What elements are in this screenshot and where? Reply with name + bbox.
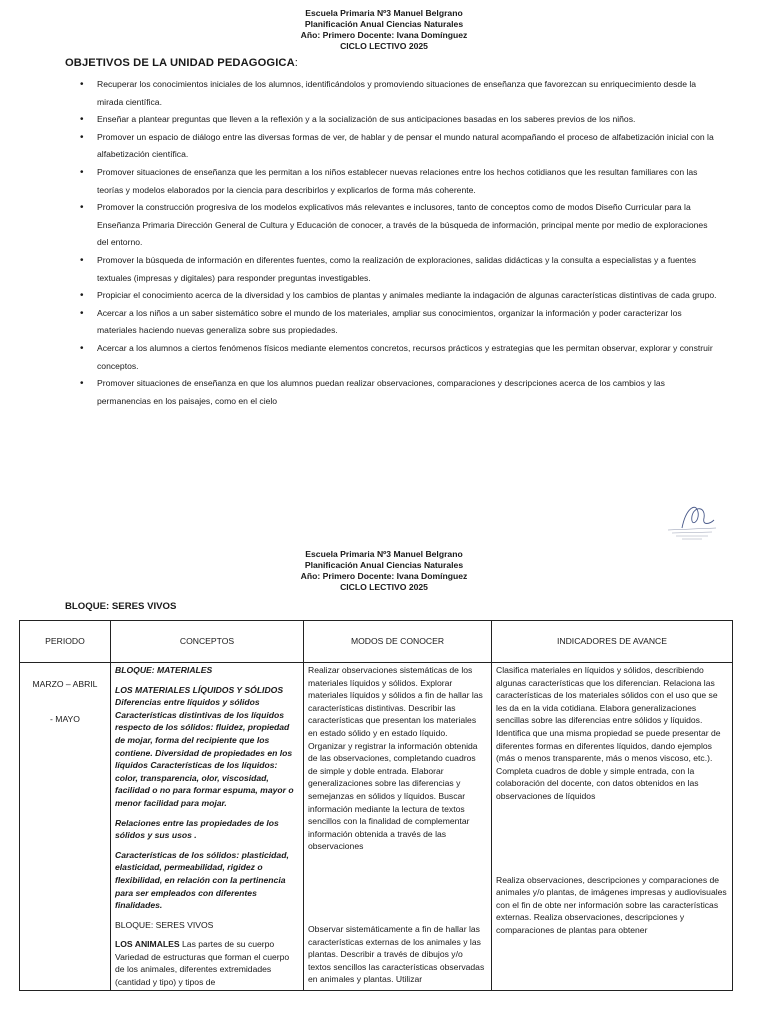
school-cycle: CICLO LECTIVO 2025 [340, 41, 428, 51]
signature-stamp-icon [662, 498, 722, 543]
indicadores-p2: Realiza observaciones, descripciones y comparaciones de animales y/o plantas, de imágenes impresas y audiovisuales con el fin de obte ner información sobre las características externas. Realiza observaciones, descripciones y comparaciones de plantas para obtener [496, 874, 727, 935]
periodo-months-2: - MAYO [50, 713, 80, 724]
animales-label: LOS ANIMALES [115, 939, 180, 950]
year-teacher: Año: Primero Docente: Ivana Domínguez [300, 571, 468, 581]
planning-table [19, 620, 733, 991]
document-header [0, 8, 768, 52]
objective-item: • Recuperar los conocimientos iniciales de los alumnos, identificándolos y promoviendo situaciones de enseñanza que favorezcan su enriquecimiento desde la mirada científica. [0, 76, 717, 111]
animales-body: Las partes de su cuerpo Variedad de estructuras que forman el cuerpo de los animales, diferentes extremidades (cantidad y tipo) y tipos de [115, 939, 290, 988]
materiales-content: LOS MATERIALES LÍQUIDOS Y SÓLIDOS Diferencias entre líquidos y sólidos Características distintivas de los líquidos respecto de los sólidos: fluidez, propiedad de mojar, forma del recipiente que los contiene. Diversidad de propiedades en los líquidos Características de los líquidos: color, transparencia, olor, viscosidad, facilidad o no para formar espuma, mayor o menor facilidad para mojar. [115, 684, 294, 808]
periodo-cell [20, 663, 111, 991]
document-header-2 [0, 549, 768, 593]
objectives-title: OBJETIVOS DE LA UNIDAD PEDAGOGICA: [65, 57, 298, 69]
objective-item: • Promover la construcción progresiva de los modelos explicativos más relevantes e inclusores, tanto de conceptos como de modos Diseño Curricular para la Enseñanza Primaria Dirección General de Cultura y Educación de conocer, a través de la búsqueda de información, principal mente por medio de exploraciones del entorno. [0, 199, 717, 252]
objective-item: • Acercar a los alumnos a ciertos fenómenos físicos mediante elementos concretos, recursos prácticos y estrategias que les permitan observar, explorar y construir conceptos. [0, 340, 717, 375]
header-modos: MODOS DE CONOCER [304, 621, 492, 663]
bloque-seres-vivos: BLOQUE: SERES VIVOS [115, 919, 214, 930]
plan-title: Planificación Anual Ciencias Naturales [304, 19, 464, 29]
header-indicadores: INDICADORES DE AVANCE [492, 621, 733, 663]
objectives-list [0, 76, 768, 410]
objective-item: • Promover un espacio de diálogo entre las diversas formas de ver, de hablar y de pensar el mundo natural acompañando el proceso de alfabetización inicial con la alfabetización científica. [0, 129, 717, 164]
school-name: Escuela Primaria Nº3 Manuel Belgrano [305, 549, 463, 559]
objective-item: • Promover situaciones de enseñanza en que los alumnos puedan realizar observaciones, comparaciones y descripciones acerca de los cambios y las permanencias en los paisajes, como en el cielo [0, 375, 717, 410]
solidos-content: Características de los sólidos: plasticidad, elasticidad, permeabilidad, rigidez o flexibilidad, en relación con la pertinencia para ser empleados con diferentes finalidades. [115, 849, 289, 911]
objective-item: • Propiciar el conocimiento acerca de la diversidad y los cambios de plantas y animales mediante la indagación de algunas características distintivas de cada grupo. [0, 287, 717, 305]
modos-p1: Realizar observaciones sistemáticas de los materiales líquidos y sólidos. Explorar materiales líquidos y sólidos a fin de hallar las características distintivas. Describir las características que presentan los materiales en estado sólido y en estado líquido. Organizar y registrar la información obtenida de las observaciones, completando cuadros de simple y doble entrada. Elaborar generalizaciones sobre las diferencias y semejanzas en sólidos y líquidos. Buscar información mediante la lectura de textos sencillos con la finalidad de complementar información obtenida a través de las observaciones [308, 665, 483, 852]
header-periodo: PERIODO [20, 621, 111, 663]
school-name: Escuela Primaria Nº3 Manuel Belgrano [305, 8, 463, 18]
objective-item: • Enseñar a plantear preguntas que lleven a la reflexión y a la socialización de sus anticipaciones basadas en los saberes previos de los niños. [0, 111, 717, 129]
bloque-materiales: BLOQUE: MATERIALES [115, 665, 213, 675]
year-teacher: Año: Primero Docente: Ivana Domínguez [300, 30, 468, 40]
plan-title: Planificación Anual Ciencias Naturales [304, 560, 464, 570]
bloque-title: BLOQUE: SERES VIVOS [65, 601, 177, 612]
table-row [20, 663, 733, 991]
school-cycle: CICLO LECTIVO 2025 [340, 582, 428, 592]
objective-item: • Promover situaciones de enseñanza que les permitan a los niños establecer nuevas relaciones entre los hechos cotidianos que les resultan familiares con las teorías y modelos elaborados por la ciencia para describirlos y explicarlos de forma más coherente. [0, 164, 717, 199]
header-conceptos: CONCEPTOS [111, 621, 304, 663]
modos-p2: Observar sistemáticamente a fin de hallar las características externas de los animales y las plantas. Describir a través de dibujos y/o textos sencillos las características observadas en animales y plantas. Utilizar [308, 923, 485, 985]
indicadores-cell [492, 663, 733, 991]
animales-content [115, 938, 299, 988]
conceptos-cell [111, 663, 304, 991]
indicadores-p1: Clasifica materiales en líquidos y sólidos, describiendo algunas características que los diferencian. Relaciona las características de los materiales sólidos con el uso que se les da en la vida cotidiana. Elabora generalizaciones sencillas sobre las diferencias entre sólidos y líquidos. Identifica que una misma propiedad se puede presentar de diferentes formas en diferentes líquidos, dando ejemplos (más o menos transparente, más o menos viscoso, etc.). Completa cuadros de doble y simple entrada, con la colaboración del docente, con datos obtenidos en las observaciones de líquidos [496, 665, 721, 801]
relaciones-content: Relaciones entre las propiedades de los sólidos y sus usos . [115, 817, 279, 841]
modos-cell [304, 663, 492, 991]
table-header-row [20, 621, 733, 663]
periodo-months: MARZO – ABRIL [32, 679, 98, 689]
objective-item: • Promover la búsqueda de información en diferentes fuentes, como la realización de exploraciones, salidas didácticas y la consulta a especialistas y a fuentes textuales (impresas y digitales) para responder preguntas investigables. [0, 252, 717, 287]
objective-item: • Acercar a los niños a un saber sistemático sobre el mundo de los materiales, ampliar sus conocimientos, organizar la información y poder caracterizar los materiales haciendo nuevas generaliza sobre sus propiedades. [0, 305, 717, 340]
